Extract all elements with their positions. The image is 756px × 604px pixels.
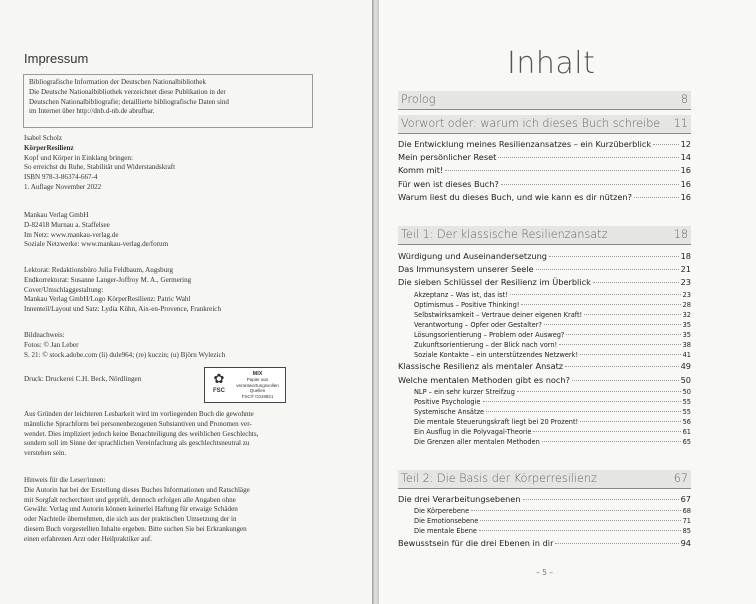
toc-entry xyxy=(398,152,691,165)
toc-entry-page: 35 xyxy=(682,320,691,329)
toc-entry-title: Die drei Verarbeitungsebenen xyxy=(398,494,521,504)
toc-entry-page: 50 xyxy=(682,387,691,396)
toc-entry-title: Die sieben Schlüssel der Resilienz im Überblick xyxy=(398,277,591,288)
fsc-text: MIX Papier aus verantwortungsvollen Quellen FSC® C019821 xyxy=(236,370,279,399)
printer xyxy=(24,375,364,385)
isbn: ISBN 978-3-86374-667-4 xyxy=(24,173,98,182)
book-info xyxy=(24,134,364,193)
gender-line: Aus Gründen der leichteren Lesbarkeit wird im vorliegenden Buch die gewohnte xyxy=(24,410,254,418)
toc-entry xyxy=(414,398,691,408)
dnb-line: Bibliografische Information der Deutschen Nationalbibliothek xyxy=(29,78,206,86)
toc-entry-title: Die Entwicklung meines Resilienzansatzes – ein Kurzüberblick xyxy=(398,139,652,149)
image-credit-line: S. 21: © stock.adobe.com (li) dule964; (re) kuczin; (u) Björn Wylezich xyxy=(24,350,226,359)
dnb-line: Deutschen Nationalbibliografie; detaillierte bibliografische Daten sind xyxy=(29,97,229,106)
section-teil-1 xyxy=(398,226,691,245)
toc-entry xyxy=(414,331,691,341)
toc-entry-title: Die mentale Steuerungskraft liegt bei 20 Prozent! xyxy=(414,418,579,426)
section-label: Teil 2: Die Basis der Körperresilienz xyxy=(401,472,597,485)
section-teil-2 xyxy=(398,470,691,489)
toc-entry-page: 16 xyxy=(680,165,691,176)
toc-entry xyxy=(398,277,691,290)
dot-leader xyxy=(533,431,680,432)
toc-entry-title: Klassische Resilienz als mentaler Ansatz xyxy=(398,361,564,372)
dot-leader xyxy=(593,282,679,283)
toc-entry-page: 41 xyxy=(682,351,691,360)
toc-entry-title: Mein persönlicher Reset xyxy=(398,152,497,163)
toc-entry-title: Selbstwirksamkeit – Vertraue deiner eigenen Kraft! xyxy=(414,310,583,319)
publisher-info xyxy=(24,211,364,250)
notice-line: oder Nachteile übernehmen, die sich aus der praktischen Umsetzung der in xyxy=(24,515,237,524)
toc-entry xyxy=(414,428,691,438)
dnb-notice-box xyxy=(23,74,313,128)
notice-line: diesem Buch vorgestellten Inhalte ergeben. Bitte suchen Sie bei Erkrankungen xyxy=(24,524,247,533)
toc-entry-title: Die mentale Ebene xyxy=(414,527,477,536)
toc-entry-page: 38 xyxy=(682,341,691,350)
toc-entry-page: 65 xyxy=(682,438,691,447)
dot-leader xyxy=(479,530,681,531)
dot-leader xyxy=(566,334,680,335)
toc-entry-page: 55 xyxy=(682,397,691,406)
printer-line: Druck: Druckerei C.H. Beck, Nördlingen xyxy=(24,375,142,383)
dot-leader xyxy=(471,510,680,511)
dot-leader xyxy=(501,184,679,185)
dot-leader xyxy=(510,294,681,295)
toc-entry-title: Die Emotionsebene xyxy=(414,517,479,526)
dot-leader xyxy=(634,197,679,198)
gender-line: sondern soll im Sinne der sprachlichen Vereinfachung als geschlechtsneutral zu xyxy=(24,439,250,448)
toc-entry-title: Positive Psychologie xyxy=(414,397,481,406)
toc-entry-title: Komm mit! xyxy=(398,165,444,176)
dnb-line: Die Deutsche Nationalbibliothek verzeichnet diese Publikation in der xyxy=(29,87,226,96)
toc-entry xyxy=(398,139,691,152)
toc-entry xyxy=(414,291,691,301)
toc-entry-title: Warum liest du dieses Buch, und wie kann es dir nützen? xyxy=(398,191,632,202)
publisher-line: Mankau Verlag GmbH xyxy=(24,211,89,219)
dot-leader xyxy=(565,366,678,367)
toc-entry xyxy=(414,341,691,351)
toc-entry-page: 49 xyxy=(680,361,691,372)
toc-entry-title: Die Grenzen aller mentalen Methoden xyxy=(414,438,540,447)
dot-leader xyxy=(523,499,679,500)
credit-line: Lektorat: Redaktionsbüro Julia Feldbaum, Augsburg xyxy=(24,266,174,274)
section-page: 11 xyxy=(673,117,688,130)
section-prolog xyxy=(398,91,691,110)
dot-leader xyxy=(517,391,681,392)
dot-leader xyxy=(580,421,680,422)
toc-entry-title: Soziale Kontakte – ein unterstützendes Netzwerk! xyxy=(414,351,579,360)
book-gutter xyxy=(372,0,379,604)
toc-entry-page: 85 xyxy=(682,527,691,536)
toc-entry-page: 35 xyxy=(682,331,691,339)
toc-entry-page: 32 xyxy=(682,310,691,319)
toc-entry xyxy=(414,388,691,398)
dot-leader xyxy=(580,354,681,355)
gender-note xyxy=(24,410,364,459)
toc-entry-page: 67 xyxy=(680,494,691,504)
dot-leader xyxy=(521,304,680,305)
toc-entry-title: Welche mentalen Methoden gibt es noch? xyxy=(398,374,570,385)
toc-entry-title: Akzeptanz – Was ist, das ist! xyxy=(414,290,508,299)
reader-notice xyxy=(24,476,364,545)
impressum-title: Impressum xyxy=(24,51,89,66)
dot-leader xyxy=(536,269,679,270)
dot-leader xyxy=(653,144,678,145)
dot-leader xyxy=(544,324,681,325)
toc-entry xyxy=(398,165,691,178)
toc-entry-title: Zukunftsorientierung – der Blick nach vorn! xyxy=(414,341,558,350)
toc-entry xyxy=(414,527,691,537)
image-credits xyxy=(24,331,364,360)
dot-leader xyxy=(486,411,681,412)
toc-entry-title: Die Körperebene xyxy=(414,507,470,516)
toc-entry-title: Optimismus – Positive Thinking! xyxy=(414,300,520,309)
toc-entry xyxy=(398,361,691,374)
toc-entry-title: Systemische Ansätze xyxy=(414,407,485,416)
toc-entry xyxy=(398,179,691,192)
toc-entry-page: 23 xyxy=(680,277,691,288)
credit-line: Endkorrektorat: Susanne Langer-Joffroy M. A., Germering xyxy=(24,275,192,284)
toc-entry-page: 18 xyxy=(680,251,691,261)
toc-entry-page: 68 xyxy=(682,507,691,516)
toc-entry-page: 50 xyxy=(680,374,691,385)
credit-line: Cover/Umschlaggestaltung: xyxy=(24,285,104,294)
toc-entry-page: 21 xyxy=(680,264,691,275)
toc-entry xyxy=(414,321,691,331)
section-page: 67 xyxy=(673,472,688,485)
dot-leader xyxy=(480,520,680,521)
fsc-logo xyxy=(204,367,286,403)
image-credit-line: Fotos: © Jan Leber xyxy=(24,340,79,349)
toc-entry-page: 23 xyxy=(682,290,691,299)
toc-entry-page: 61 xyxy=(682,428,691,437)
toc-entry-title: Bewusstsein für die drei Ebenen in dir xyxy=(398,537,554,548)
toc-entry-page: 28 xyxy=(682,300,691,309)
toc-entry xyxy=(414,351,691,361)
gender-line: verstehen sein. xyxy=(24,449,67,458)
notice-line: Die Autorin hat bei der Erstellung dieses Buches Informationen und Ratschläge xyxy=(24,485,250,494)
edition: 1. Auflage November 2022 xyxy=(24,182,102,191)
toc-entry xyxy=(414,507,691,517)
toc-entry-page: 16 xyxy=(680,191,691,202)
toc-entry xyxy=(398,375,691,388)
dot-leader xyxy=(559,344,680,345)
toc-entry-page: 14 xyxy=(680,152,691,163)
fsc-tree-icon: ✿ FSC xyxy=(213,371,225,394)
toc-entry-title: Verantwortung – Opfer oder Gestalter? xyxy=(414,320,542,329)
notice-line: mit Sorgfalt recherchiert und geprüft, dennoch erfolgen alle Angaben ohne xyxy=(24,495,236,504)
dot-leader xyxy=(549,256,679,257)
toc-entry-page: 94 xyxy=(680,537,691,548)
toc-entry xyxy=(398,538,691,551)
book-subtitle: Kopf und Körper in Einklang bringen: xyxy=(24,153,133,162)
notice-line: Hinweis für die Leser/innen: xyxy=(24,476,106,484)
toc-entry-page: 55 xyxy=(682,407,691,416)
credit-line: Mankau Verlag GmbH/Logo KörperResilienz: Patric Wahl xyxy=(24,295,191,304)
toc-entry-title: Lösungsorientierung – Problem oder Ausweg? xyxy=(414,331,565,339)
section-label: Vorwort oder: warum ich dieses Buch schreibe xyxy=(401,117,661,130)
toc-entry-page: 12 xyxy=(680,139,691,149)
toc-entry-page: 56 xyxy=(682,418,691,426)
dot-leader xyxy=(555,543,678,544)
publisher-line: D-82418 Murnau a. Staffelsee xyxy=(24,220,110,229)
dot-leader xyxy=(483,401,681,402)
toc-entry xyxy=(414,311,691,321)
toc-entry xyxy=(414,301,691,311)
toc-entry xyxy=(398,251,691,264)
toc-entry-title: Würdigung und Auseinandersetzung xyxy=(398,251,547,261)
toc-entry-page: 16 xyxy=(680,178,691,189)
toc-entry-title: Das Immunsystem unserer Seele xyxy=(398,264,534,275)
toc-entry xyxy=(414,418,691,428)
toc-entry-title: Ein Ausflug in die Polyvagal-Theorie xyxy=(414,428,532,437)
gender-line: wendet. Dies impliziert jedoch keine Benachteiligung des weiblichen Geschlechts, xyxy=(24,429,259,438)
dot-leader xyxy=(572,380,679,381)
toc-entry xyxy=(414,517,691,527)
credits xyxy=(24,266,364,315)
toc-entry-title: Für wen ist dieses Buch? xyxy=(398,178,499,189)
section-page: 18 xyxy=(673,228,688,241)
section-page: 8 xyxy=(680,93,688,106)
toc-entry xyxy=(414,408,691,418)
author: Isabel Scholz xyxy=(24,134,63,142)
toc-entry xyxy=(414,438,691,448)
book-title: KörperResilienz xyxy=(24,143,74,152)
gender-line: männliche Sprachform bei personenbezogenen Substantiven und Pronomen ver- xyxy=(24,419,252,428)
publisher-line: Im Netz: www.mankau-verlag.de xyxy=(24,230,119,239)
credit-line: Innenteil/Layout und Satz: Lydia Kühn, Aix-en-Provence, Frankreich xyxy=(24,305,221,314)
toc-entry xyxy=(398,192,691,205)
image-credit-line: Bildnachweis: xyxy=(24,331,65,339)
section-vorwort xyxy=(398,115,691,134)
section-label: Teil 1: Der klassische Resilienzansatz xyxy=(401,228,608,241)
toc-entry xyxy=(398,494,691,507)
dot-leader xyxy=(445,170,678,171)
toc-entry-title: NLP – ein sehr kurzer Streifzug xyxy=(414,387,515,396)
dnb-line: im Internet über http://dnb.d-nb.de abrufbar. xyxy=(29,107,155,116)
dot-leader xyxy=(584,314,680,315)
publisher-line: Soziale Netzwerke: www.mankau-verlag.de/forum xyxy=(24,240,169,249)
dot-leader xyxy=(542,441,681,442)
contents-title: Inhalt xyxy=(507,46,596,81)
page-number: – 5 – xyxy=(536,568,554,577)
notice-line: Gewähr. Verlag und Autorin können keinerlei Haftung für etwaige Schäden xyxy=(24,505,238,514)
dot-leader xyxy=(498,157,678,158)
book-subtitle-2: So erreichst du Ruhe, Stabilität und Widerstandskraft xyxy=(24,163,176,172)
notice-line: einen erfahrenen Arzt oder Heilpraktiker auf. xyxy=(24,534,153,543)
toc-entry xyxy=(398,264,691,277)
section-label: Prolog xyxy=(401,93,436,106)
toc-entry-page: 71 xyxy=(682,517,691,526)
